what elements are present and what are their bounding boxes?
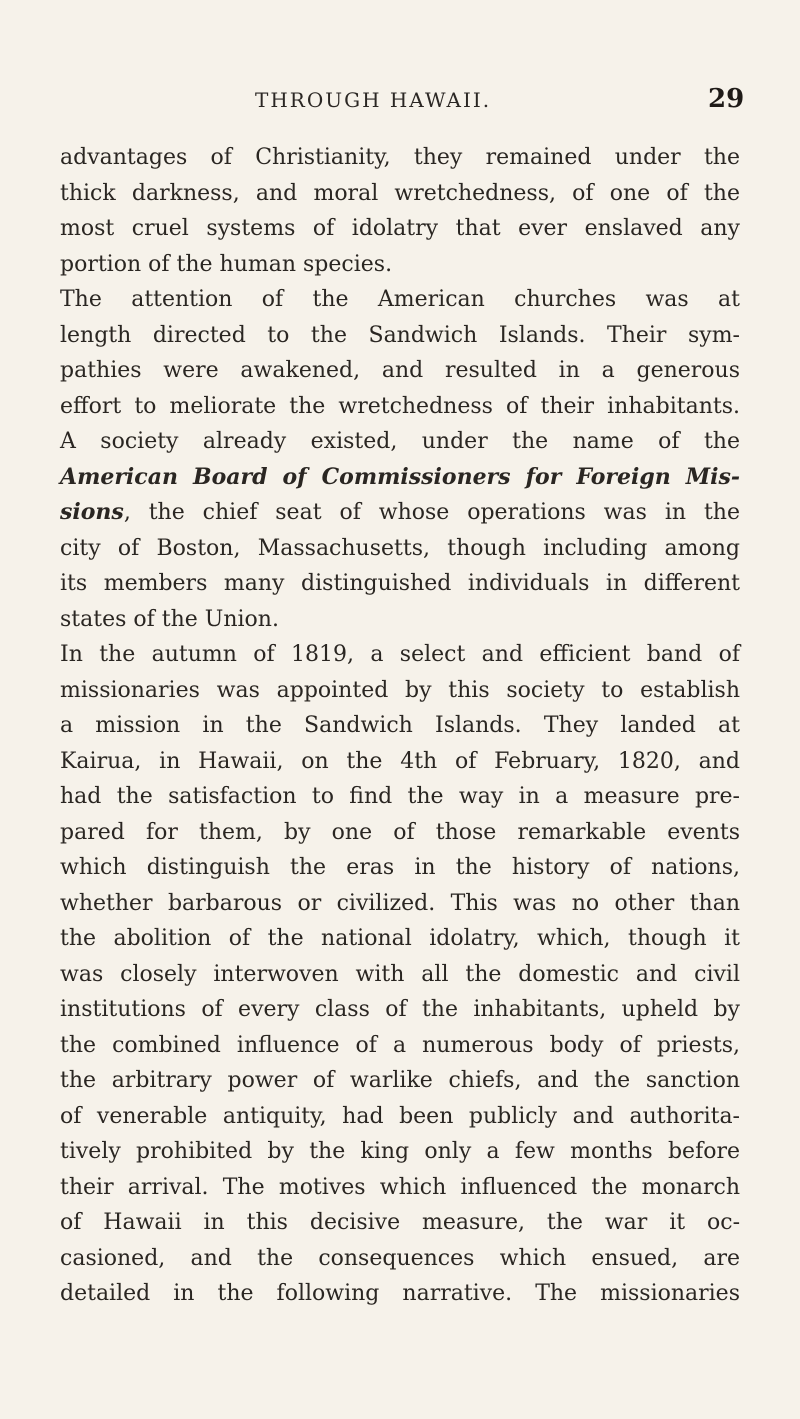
text-line: casioned, and the consequences which ensued, are bbox=[60, 1245, 740, 1271]
text-line: the arbitrary power of warlike chiefs, and the sanction bbox=[60, 1068, 740, 1093]
text-line: whether barbarous or civilized. This was no other than bbox=[60, 890, 740, 916]
text-line: city of Boston, Massachusetts, though including among bbox=[60, 535, 740, 561]
text-line: A society already existed, under the name of the bbox=[60, 429, 740, 454]
text-line: was closely interwoven with all the domestic and civil bbox=[60, 961, 740, 987]
text-line: sions, the chief seat of whose operations was in the bbox=[60, 499, 740, 525]
text-line: the abolition of the national idolatry, which, though it bbox=[60, 926, 740, 951]
page-number: 29 bbox=[708, 84, 745, 114]
text-line: pathies were awakened, and resulted in a generous bbox=[60, 358, 740, 383]
text-line: detailed in the following narrative. The missionaries bbox=[60, 1281, 740, 1306]
text-line: effort to meliorate the wretchedness of their inhabitants. bbox=[60, 393, 740, 419]
text-line: had the satisfaction to find the way in a measure pre- bbox=[60, 784, 740, 809]
text-line: tively prohibited by the king only a few months before bbox=[60, 1139, 740, 1164]
text-line: most cruel systems of idolatry that ever enslaved any bbox=[60, 216, 740, 241]
text-line: In the autumn of 1819, a select and efficient band of bbox=[60, 642, 740, 667]
text-line-italic-title: American Board of Commissioners for Foreign Mis- bbox=[60, 463, 740, 490]
running-head: THROUGH HAWAII. bbox=[255, 88, 492, 112]
text-line: Kairua, in Hawaii, on the 4th of February, 1820, and bbox=[60, 748, 740, 774]
text-line: pared for them, by one of those remarkable events bbox=[60, 819, 740, 845]
text-line: thick darkness, and moral wretchedness, of one of the bbox=[60, 180, 740, 206]
text-line: advantages of Christianity, they remained under the bbox=[60, 145, 740, 170]
text-line: institutions of every class of the inhabitants, upheld by bbox=[60, 997, 740, 1022]
text-line: which distinguish the eras in the history of nations, bbox=[60, 855, 740, 880]
text-line: The attention of the American churches was at bbox=[60, 287, 740, 312]
body-text bbox=[60, 140, 740, 1312]
text-line: their arrival. The motives which influenced the monarch bbox=[60, 1174, 740, 1200]
text-line: length directed to the Sandwich Islands. Their sym- bbox=[60, 322, 740, 348]
text-line: the combined influence of a numerous body of priests, bbox=[60, 1032, 740, 1058]
text-line: missionaries was appointed by this society to establish bbox=[60, 677, 740, 703]
text-line: portion of the human species. bbox=[60, 251, 393, 277]
text-line: of Hawaii in this decisive measure, the war it oc- bbox=[60, 1210, 740, 1235]
text-line: a mission in the Sandwich Islands. They landed at bbox=[60, 713, 740, 738]
text-line: of venerable antiquity, had been publicly and authorita- bbox=[60, 1103, 740, 1129]
text-line: its members many distinguished individuals in different bbox=[60, 571, 740, 596]
text-line: states of the Union. bbox=[60, 606, 279, 632]
